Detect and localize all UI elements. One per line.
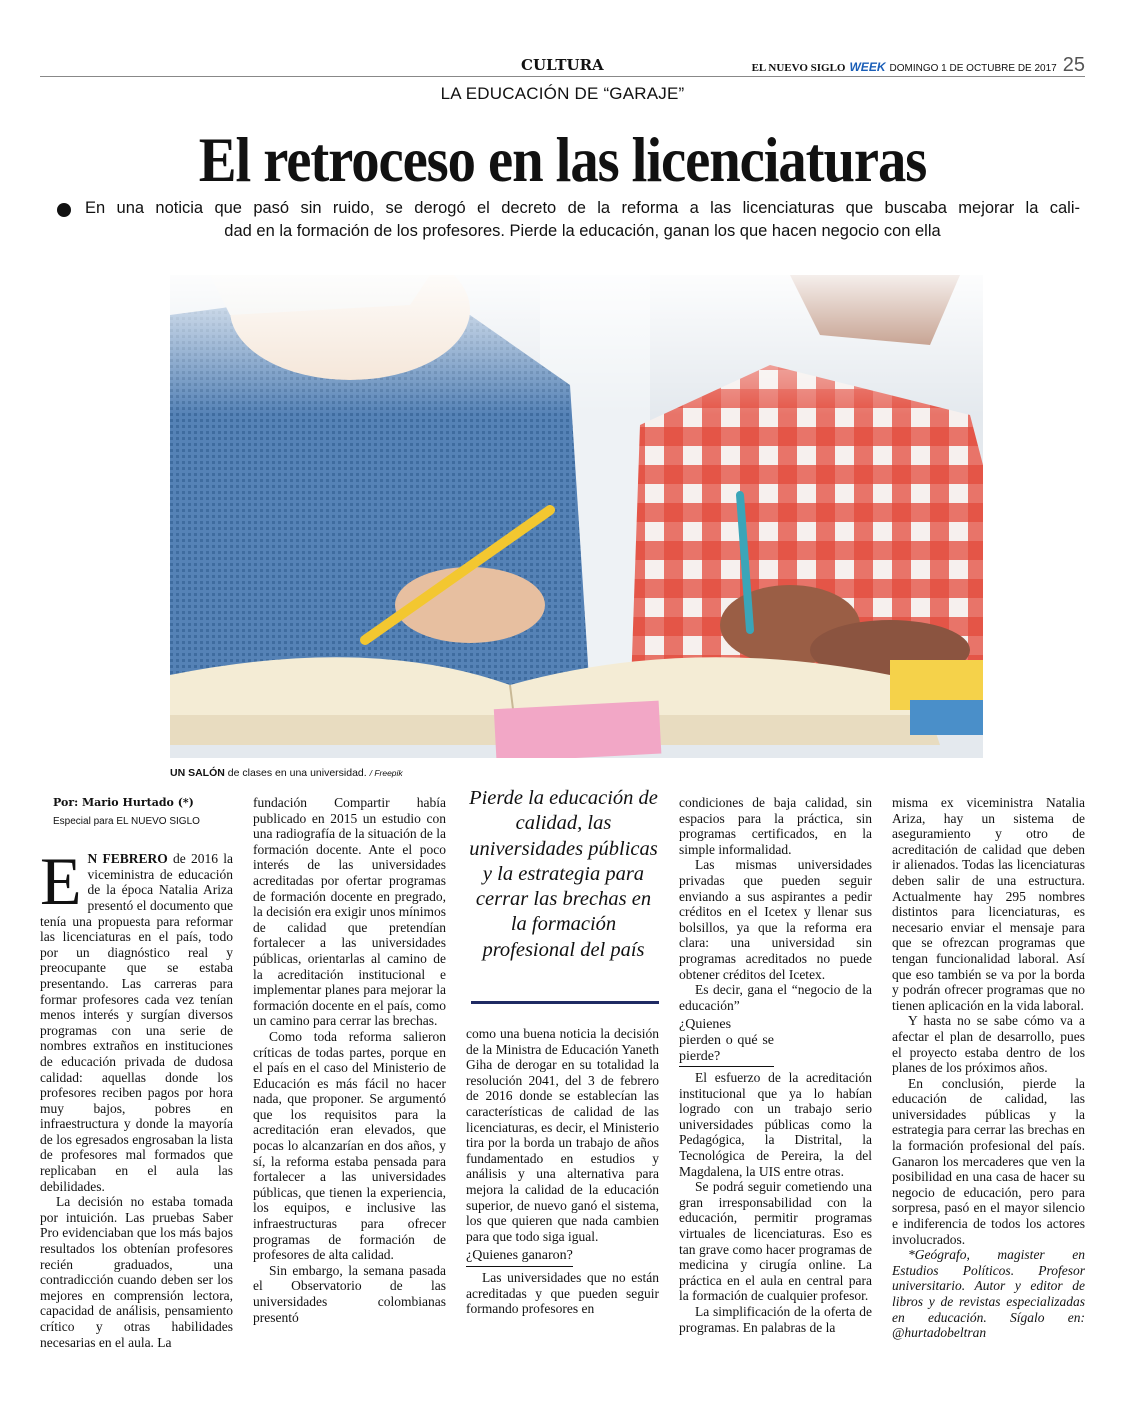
paragraph: Se podrá seguir cometiendo una gran irresponsabilidad con la educación, permitir programas virtuales de licenciaturas. Eso es tan grave como hacer programas de medicina y cirugía online. La práctica en el aula en central para la formación de cualquier profesor. bbox=[679, 1179, 872, 1304]
paragraph: como una buena noticia la decisión de la Ministra de Educación Yaneth Giha de derogar en su totalidad la resolución 2041, del 3 de febrero de 2016 donde se establecían las características de calidad de las licenciaturas, es decir, el Ministerio tira por la borda un trabajo de años fundamentado en estudios y análisis y una alternativa para mejora la calidad de la educación superior, de nuevo ganó el sistema, los que quieren que nada cambien para que todo siga igual. bbox=[466, 1026, 659, 1244]
lead-paragraph bbox=[85, 197, 1080, 243]
paragraph bbox=[40, 843, 233, 1194]
paragraph: misma ex viceministra Natalia Ariza, hay un sistema de aseguramiento y otro de acreditación de calidad que deben ir alienados. Todas las licenciaturas deben salir de una estructura. Actualmente hay 295 nombres distintos para licenciaturas, es necesario enviar el mensaje para que se ofrezcan programas que tengan funcionalidad laboral. Así que eso también se va por la borda y podrán ofrecer programas que no tienen aplicación en la vida laboral. bbox=[892, 795, 1085, 1013]
page-header bbox=[752, 54, 1085, 77]
caption-text: de clases en una universidad. bbox=[224, 767, 370, 779]
column-3 bbox=[466, 1026, 659, 1317]
paragraph: fundación Compartir había publicado en 2015 un estudio con una radiografía de la situación de la formación docente. Ante el poco interés de las universidades acreditadas por ofertar programas de formación docente en pregrado, la decisión era exigir unos mínimos de calidad que pretendían fortalecer a las universidades públicas, orientarlas al camino de la acreditación institucional e implementar planes para mejorar la formación docente en el país, como un camino para cerrar las brechas. bbox=[253, 795, 446, 1029]
lead-line: En una noticia que pasó sin ruido, se derogó el decreto de la reforma a las licenciaturas que buscaba mejorar la cali- bbox=[85, 199, 1080, 217]
header-rule bbox=[40, 76, 1085, 77]
headline: El retroceso en las licenciaturas bbox=[198, 125, 927, 195]
paragraph: La simplificación de la oferta de programas. En palabras de la bbox=[679, 1304, 872, 1335]
subheading: ¿Quienes pierden o qué se pierde? bbox=[679, 1017, 774, 1067]
paragraph: Sin embargo, la semana pasada el Observatorio de las universidades colombianas presentó bbox=[253, 1262, 446, 1325]
paragraph: Y hasta no se sabe cómo va a afectar el plan de desarrollo, pues el proyecto estaba dentro de los planes de los próximos años. bbox=[892, 1013, 1085, 1076]
byline: Por: Mario Hurtado (*) bbox=[53, 796, 194, 809]
paragraph: Las universidades que no están acreditadas y que pueden seguir formando profesores en bbox=[466, 1269, 659, 1317]
page-number: 25 bbox=[1062, 54, 1085, 76]
byline-sub: Especial para EL NUEVO SIGLO bbox=[53, 815, 200, 827]
paragraph: En conclusión, pierde la educación de calidad, las universidades públicas y la estrategia para cerrar las brechas en la formación profesional del país. Ganaron los mercaderes que ven la posibilidad en una casa de hacer su negocio de educación, pero para sorpresa, pasó en el mayor silencio e indiferencia de todos los actores involucrados. bbox=[892, 1075, 1085, 1247]
subheading: ¿Quienes ganaron? bbox=[466, 1248, 573, 1267]
paragraph: Las mismas universidades privadas que pueden seguir enviando a sus aspirantes a pedir créditos en el Icetex y llenar sus bolsillos, ya que la reforma era clara: una universidad sin programas acreditados no puede obtener créditos del Icetex. bbox=[679, 857, 872, 982]
pull-quote-rule bbox=[471, 1001, 659, 1004]
column-1 bbox=[40, 795, 233, 1350]
photo-caption bbox=[170, 767, 403, 779]
paragraph: La decisión no estaba tomada por intuición. Las pruebas Saber Pro evidenciaban que los más bajos resultados los obtenían profesores recién graduados, una contradicción cuando deben ser los mejores en comprensión lectora, capacidad de análisis, pensamiento crítico y otras habilidades necesarias en el aula. La bbox=[40, 1194, 233, 1350]
photo-credit: / Freepik bbox=[369, 768, 403, 778]
issue-date: DOMINGO 1 DE OCTUBRE DE 2017 bbox=[889, 63, 1057, 74]
article-photo bbox=[170, 275, 983, 758]
newspaper-name: EL NUEVO SIGLO bbox=[751, 62, 846, 74]
paragraph: Como toda reforma salieron críticas de todas partes, porque en el país en el caso del Ministerio de Educación es más fácil no hacer nada, que proponer. Se argumentó que los requisitos para la acreditación eran elevados, que pocas lo alcanzarían en dos años, y sí, la reforma estaba pensada para fortalecer a las universidades públicas, que tienen la experiencia, los equipos, e inclusive las infraestructuras para ofrecer programas de formación de profesores de alta calidad. bbox=[253, 1028, 446, 1263]
kicker: LA EDUCACIÓN DE “GARAJE” bbox=[440, 84, 685, 103]
lead-line: dad en la formación de los profesores. Pierde la educación, ganan los que hacen negocio con ella bbox=[224, 222, 941, 240]
bullet-icon bbox=[57, 203, 71, 217]
paragraph-text: de 2016 la viceministra de educación de la época Natalia Ariza presentó el documento que tenía una propuesta para reformar las licenciaturas en el país, todo por un diagnóstico real y preocupante que se estaba presentando. Las carreras para formar profesores cada vez tenían menos interés y surgían diversos programas con una serie de nombres extraños en instituciones de educación privada de dudosa calidad: aquellas donde los profesores reciben pagos por hora muy bajos, pobres en infraestructura y donde la mayoría de los egresados engrosaban la lista de profesores mal formados que replicaban en el aula las debilidades. bbox=[40, 851, 233, 1194]
author-note: *Geógrafo, magister en Estudios Políticos. Profesor universitario. Autor y editor de libros y de revistas especializadas en educación. Sígalo en: @hurtadobeltran bbox=[892, 1247, 1085, 1341]
pull-quote: Pierde la educación de calidad, las universidades públicas y la estrategia para cerrar las brechas en la formación profesional del país bbox=[469, 787, 658, 961]
classroom-illustration bbox=[170, 275, 983, 758]
paragraph: condiciones de baja calidad, sin espacios para la práctica, sin programas certificados, en la simple informalidad. bbox=[679, 795, 872, 857]
paragraph: Es decir, gana el “negocio de la educación” bbox=[679, 982, 872, 1013]
lead-in: N FEBRERO bbox=[87, 851, 168, 867]
edition-label: WEEK bbox=[849, 60, 886, 74]
column-4 bbox=[679, 795, 872, 1335]
section-label: CULTURA bbox=[521, 56, 604, 74]
drop-cap: E bbox=[40, 843, 82, 920]
caption-bold: UN SALÓN bbox=[170, 767, 225, 779]
column-5 bbox=[892, 795, 1085, 1341]
column-2 bbox=[253, 795, 446, 1325]
paragraph: El esfuerzo de la acreditación institucional que ya lo habían logrado con un trabajo serio universidades públicas como la Pedagógica, la Distrital, la Tecnológica de Pereira, la del Magdalena, la UIS entre otras. bbox=[679, 1070, 872, 1179]
